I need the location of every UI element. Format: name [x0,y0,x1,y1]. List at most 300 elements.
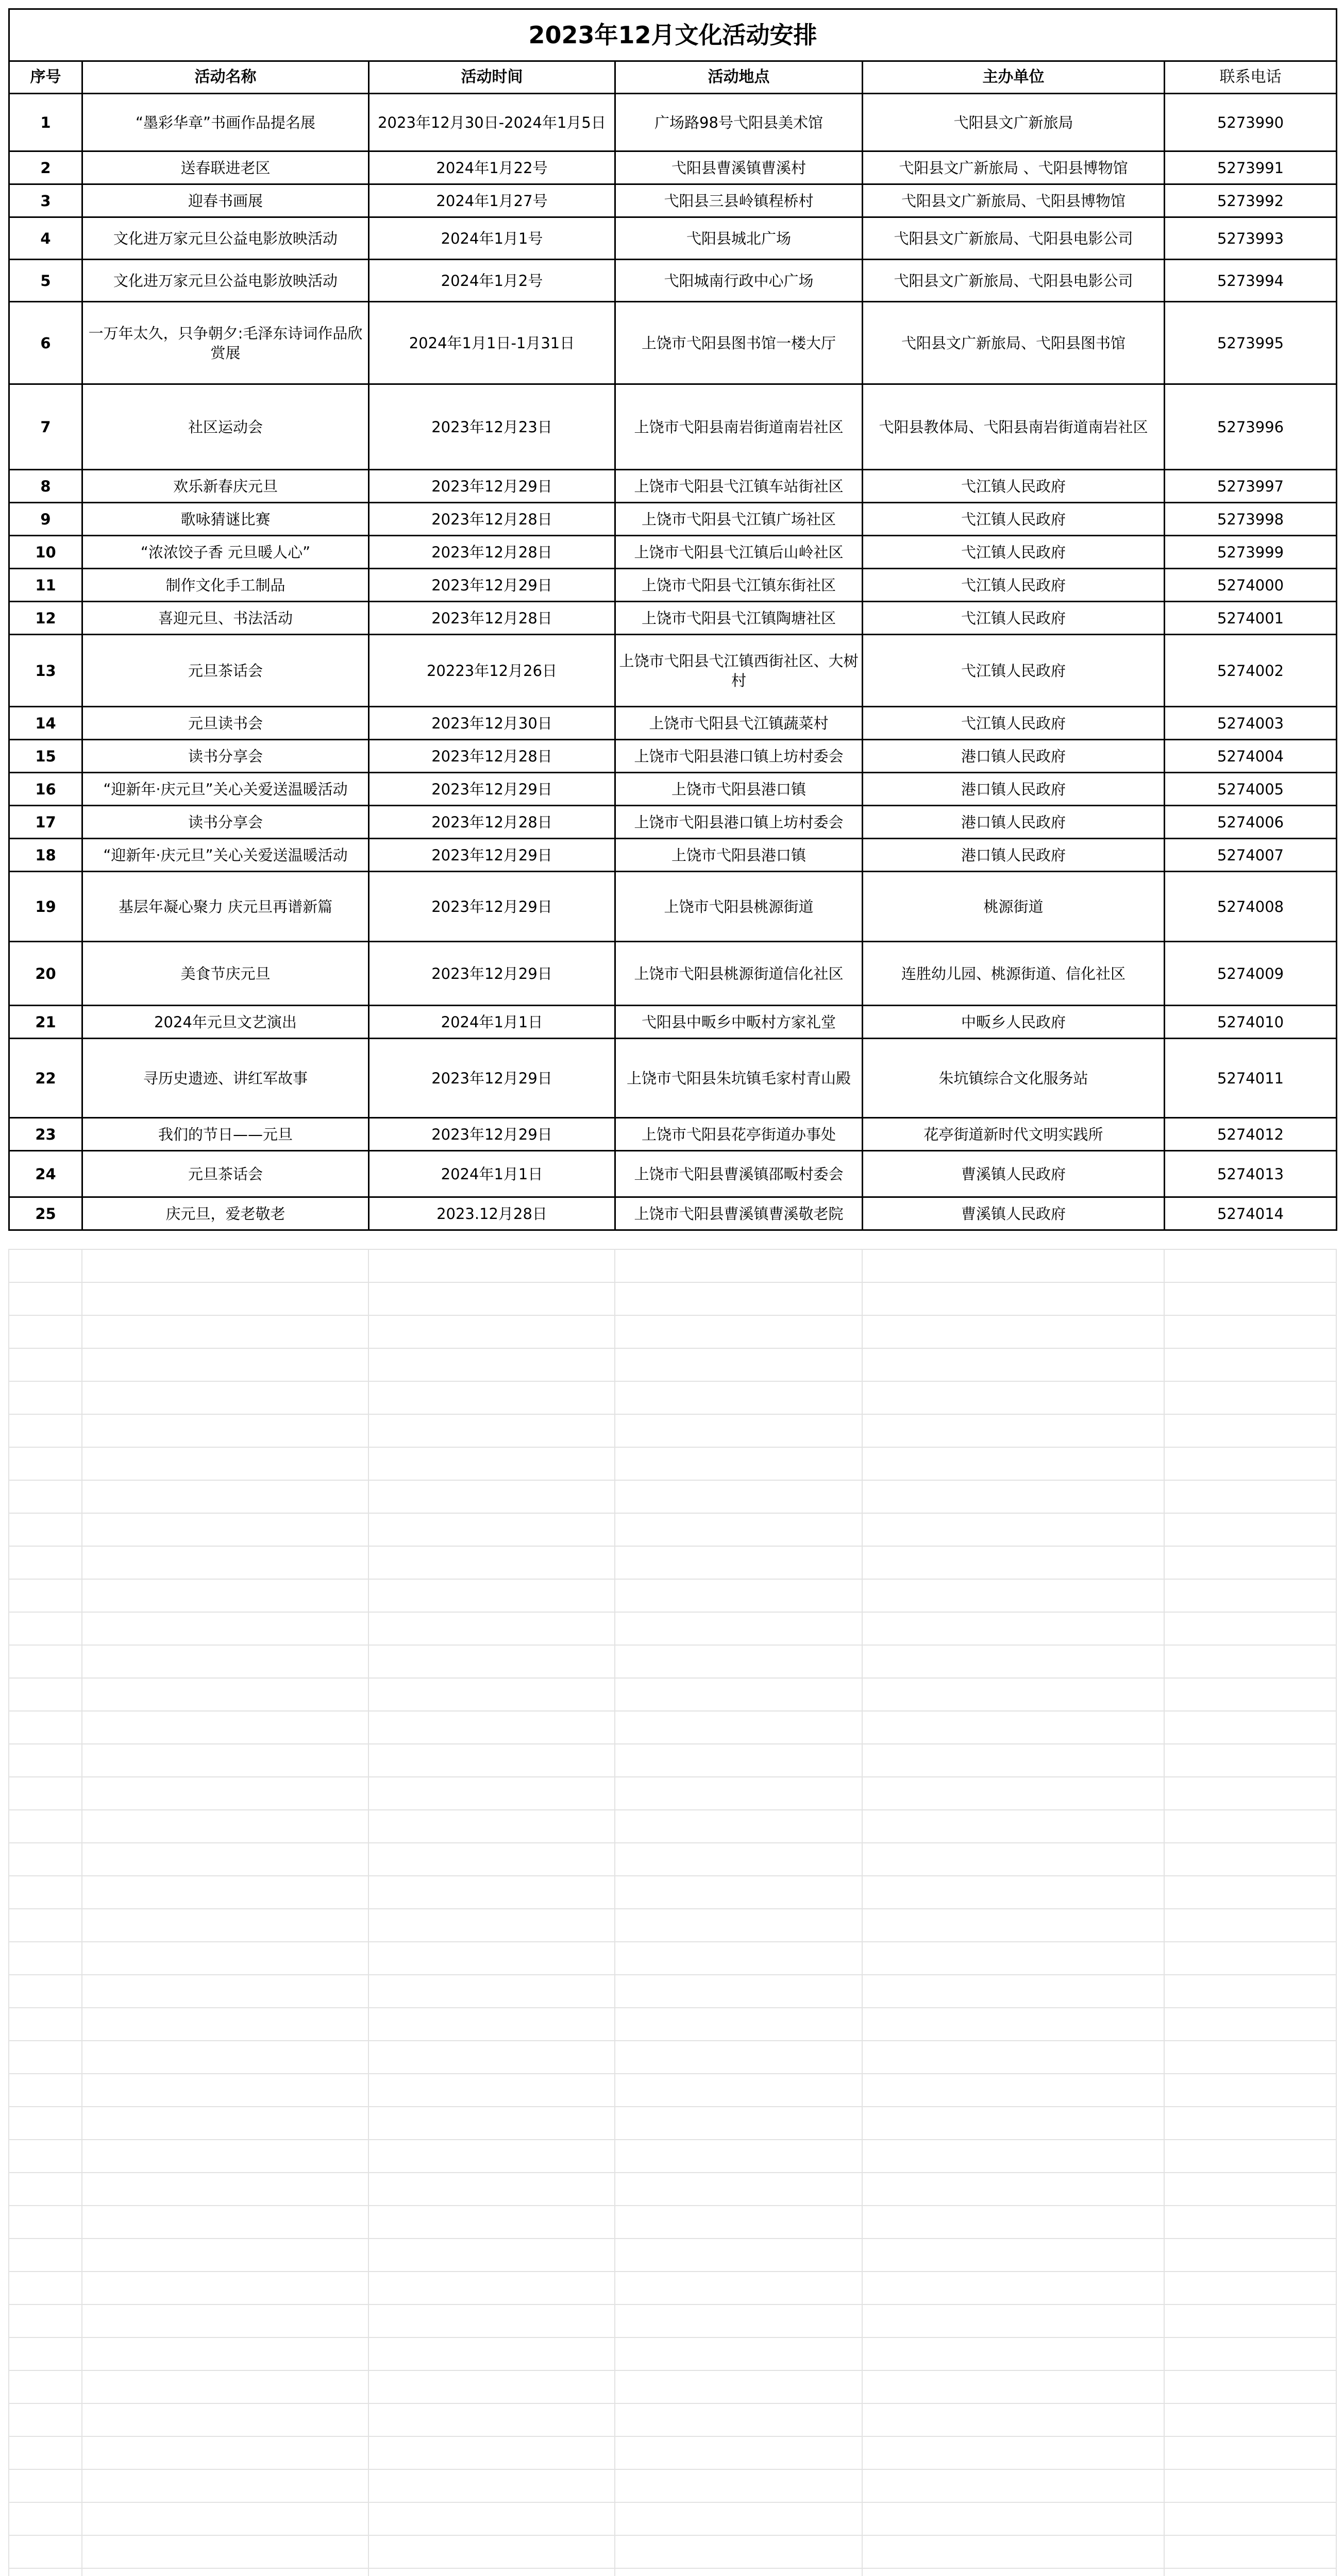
empty-cell[interactable] [9,1447,82,1480]
cell-time[interactable]: 2024年1月1日 [369,1006,615,1039]
column-header-time[interactable]: 活动时间 [369,61,615,94]
empty-cell[interactable] [1164,2370,1336,2403]
cell-host[interactable]: 港口镇人民政府 [863,839,1165,872]
empty-cell[interactable] [82,2140,368,2173]
empty-cell[interactable] [615,1348,862,1381]
empty-cell[interactable] [82,1612,368,1645]
cell-name[interactable]: 庆元旦，爱老敬老 [82,1197,369,1230]
empty-cell[interactable] [1164,1909,1336,1942]
empty-cell[interactable] [368,1579,615,1612]
empty-cell[interactable] [9,1348,82,1381]
empty-cell[interactable] [1164,2074,1336,2107]
empty-cell[interactable] [368,1546,615,1579]
cell-phone[interactable]: 5273999 [1165,536,1337,569]
cell-no[interactable]: 24 [9,1151,82,1197]
cell-no[interactable]: 21 [9,1006,82,1039]
empty-cell[interactable] [368,2502,615,2535]
empty-cell[interactable] [862,1843,1164,1876]
empty-cell[interactable] [862,2272,1164,2304]
empty-cell[interactable] [9,2272,82,2304]
empty-cell[interactable] [9,2370,82,2403]
empty-cell[interactable] [9,1909,82,1942]
empty-cell[interactable] [9,1843,82,1876]
cell-name[interactable]: 美食节庆元旦 [82,942,369,1006]
cell-time[interactable]: 2023年12月28日 [369,503,615,536]
empty-cell[interactable] [368,2568,615,2576]
cell-host[interactable]: 弋阳县文广新旅局 、弋阳县博物馆 [863,151,1165,184]
cell-host[interactable]: 连胜幼儿园、桃源街道、信化社区 [863,942,1165,1006]
empty-cell[interactable] [615,1678,862,1711]
empty-cell[interactable] [615,2337,862,2370]
cell-place[interactable]: 弋阳县曹溪镇曹溪村 [615,151,863,184]
cell-no[interactable]: 23 [9,1118,82,1151]
cell-name[interactable]: 一万年太久，只争朝夕:毛泽东诗词作品欣赏展 [82,302,369,384]
cell-place[interactable]: 上饶市弋阳县港口镇上坊村委会 [615,740,863,773]
empty-cell[interactable] [615,1546,862,1579]
empty-cell[interactable] [82,2337,368,2370]
empty-cell[interactable] [82,2568,368,2576]
empty-cell[interactable] [9,2107,82,2140]
empty-cell[interactable] [615,1711,862,1744]
empty-cell[interactable] [9,1645,82,1678]
empty-cell[interactable] [615,2041,862,2074]
empty-cell[interactable] [9,1810,82,1843]
empty-cell[interactable] [82,1678,368,1711]
cell-place[interactable]: 上饶市弋阳县图书馆一楼大厅 [615,302,863,384]
empty-cell[interactable] [862,2206,1164,2239]
empty-cell[interactable] [82,1975,368,2008]
empty-cell[interactable] [9,1249,82,1282]
empty-cell[interactable] [615,1480,862,1513]
empty-cell[interactable] [368,2074,615,2107]
empty-cell[interactable] [615,1876,862,1909]
empty-cell[interactable] [862,2239,1164,2272]
empty-cell[interactable] [82,1546,368,1579]
cell-time[interactable]: 20223年12月26日 [369,635,615,707]
empty-cell[interactable] [862,1546,1164,1579]
empty-cell[interactable] [615,1645,862,1678]
empty-cell[interactable] [1164,1645,1336,1678]
empty-cell[interactable] [82,1348,368,1381]
empty-cell[interactable] [82,2304,368,2337]
empty-cell[interactable] [368,2403,615,2436]
empty-cell[interactable] [862,2568,1164,2576]
empty-cell[interactable] [615,1249,862,1282]
cell-host[interactable]: 曹溪镇人民政府 [863,1151,1165,1197]
cell-name[interactable]: “迎新年·庆元旦”关心关爱送温暖活动 [82,839,369,872]
empty-cell[interactable] [9,1513,82,1546]
cell-time[interactable]: 2023年12月29日 [369,1039,615,1118]
empty-cell[interactable] [368,2173,615,2206]
cell-place[interactable]: 上饶市弋阳县弋江镇蔬菜村 [615,707,863,740]
cell-name[interactable]: “浓浓饺子香 元旦暖人心” [82,536,369,569]
cell-phone[interactable]: 5274009 [1165,942,1337,1006]
empty-cell[interactable] [82,2107,368,2140]
cell-place[interactable]: 上饶市弋阳县弋江镇东街社区 [615,569,863,602]
empty-cell[interactable] [862,1942,1164,1975]
empty-cell[interactable] [1164,2272,1336,2304]
empty-cell[interactable] [368,2337,615,2370]
empty-cell[interactable] [1164,2502,1336,2535]
empty-cell[interactable] [9,2140,82,2173]
empty-cell[interactable] [368,2535,615,2568]
empty-cell[interactable] [1164,1249,1336,1282]
empty-cell[interactable] [862,1909,1164,1942]
empty-cell[interactable] [9,2568,82,2576]
cell-name[interactable]: 欢乐新春庆元旦 [82,470,369,503]
empty-cell[interactable] [82,2370,368,2403]
cell-no[interactable]: 19 [9,872,82,942]
empty-cell[interactable] [82,2206,368,2239]
cell-name[interactable]: 我们的节日——元旦 [82,1118,369,1151]
empty-cell[interactable] [9,1381,82,1414]
cell-host[interactable]: 港口镇人民政府 [863,773,1165,806]
cell-place[interactable]: 上饶市弋阳县弋江镇广场社区 [615,503,863,536]
cell-host[interactable]: 花亭街道新时代文明实践所 [863,1118,1165,1151]
empty-cell[interactable] [862,1381,1164,1414]
empty-cell[interactable] [82,1579,368,1612]
cell-phone[interactable]: 5273997 [1165,470,1337,503]
column-header-phone[interactable]: 联系电话 [1165,61,1337,94]
empty-cell[interactable] [368,2107,615,2140]
empty-cell[interactable] [615,2074,862,2107]
empty-cell[interactable] [82,1315,368,1348]
cell-no[interactable]: 17 [9,806,82,839]
empty-cell[interactable] [1164,1843,1336,1876]
empty-cell[interactable] [1164,2206,1336,2239]
cell-no[interactable]: 9 [9,503,82,536]
empty-cell[interactable] [368,1249,615,1282]
cell-host[interactable]: 弋江镇人民政府 [863,602,1165,635]
empty-cell[interactable] [368,1678,615,1711]
empty-cell[interactable] [862,1810,1164,1843]
cell-time[interactable]: 2023年12月28日 [369,740,615,773]
cell-name[interactable]: 文化进万家元旦公益电影放映活动 [82,260,369,302]
empty-cell[interactable] [9,2173,82,2206]
cell-no[interactable]: 25 [9,1197,82,1230]
cell-phone[interactable]: 5274014 [1165,1197,1337,1230]
empty-cell[interactable] [9,2304,82,2337]
cell-host[interactable]: 弋阳县文广新旅局、弋阳县电影公司 [863,260,1165,302]
cell-time[interactable]: 2023年12月30日-2024年1月5日 [369,94,615,151]
cell-phone[interactable]: 5274001 [1165,602,1337,635]
cell-host[interactable]: 弋江镇人民政府 [863,536,1165,569]
empty-cell[interactable] [862,2403,1164,2436]
empty-cell[interactable] [82,2239,368,2272]
cell-no[interactable]: 10 [9,536,82,569]
cell-host[interactable]: 桃源街道 [863,872,1165,942]
empty-cell[interactable] [862,2535,1164,2568]
empty-cell[interactable] [615,1777,862,1810]
empty-cell[interactable] [615,1282,862,1315]
cell-host[interactable]: 港口镇人民政府 [863,740,1165,773]
empty-cell[interactable] [862,1678,1164,1711]
cell-phone[interactable]: 5273998 [1165,503,1337,536]
cell-time[interactable]: 2024年1月27号 [369,184,615,217]
empty-cell[interactable] [615,2008,862,2041]
empty-cell[interactable] [368,1942,615,1975]
cell-host[interactable]: 弋江镇人民政府 [863,470,1165,503]
empty-cell[interactable] [82,1414,368,1447]
cell-place[interactable]: 上饶市弋阳县南岩街道南岩社区 [615,384,863,470]
cell-time[interactable]: 2024年1月2号 [369,260,615,302]
cell-no[interactable]: 22 [9,1039,82,1118]
cell-place[interactable]: 上饶市弋阳县曹溪镇曹溪敬老院 [615,1197,863,1230]
cell-phone[interactable]: 5273990 [1165,94,1337,151]
cell-phone[interactable]: 5274004 [1165,740,1337,773]
empty-cell[interactable] [368,2272,615,2304]
cell-name[interactable]: 元旦茶话会 [82,1151,369,1197]
empty-cell[interactable] [862,1612,1164,1645]
empty-cell[interactable] [82,2041,368,2074]
cell-place[interactable]: 上饶市弋阳县弋江镇陶塘社区 [615,602,863,635]
empty-cell[interactable] [82,1447,368,1480]
empty-cell[interactable] [862,1480,1164,1513]
cell-no[interactable]: 18 [9,839,82,872]
cell-name[interactable]: 送春联进老区 [82,151,369,184]
empty-cell[interactable] [9,1282,82,1315]
empty-cell[interactable] [9,1480,82,1513]
empty-cell[interactable] [615,2469,862,2502]
column-header-name[interactable]: 活动名称 [82,61,369,94]
cell-no[interactable]: 13 [9,635,82,707]
empty-cell[interactable] [82,2008,368,2041]
empty-cell[interactable] [1164,2239,1336,2272]
empty-cell[interactable] [9,2502,82,2535]
empty-cell[interactable] [615,1315,862,1348]
cell-place[interactable]: 弋阳县中畈乡中畈村方家礼堂 [615,1006,863,1039]
cell-place[interactable]: 弋阳县城北广场 [615,217,863,260]
empty-cell[interactable] [9,2074,82,2107]
empty-cell[interactable] [9,1942,82,1975]
cell-time[interactable]: 2023年12月29日 [369,872,615,942]
empty-cell[interactable] [1164,2008,1336,2041]
empty-cell[interactable] [615,1744,862,1777]
cell-no[interactable]: 3 [9,184,82,217]
empty-cell[interactable] [368,1975,615,2008]
cell-no[interactable]: 20 [9,942,82,1006]
cell-no[interactable]: 12 [9,602,82,635]
cell-name[interactable]: 元旦茶话会 [82,635,369,707]
empty-cell[interactable] [615,1909,862,1942]
empty-cell[interactable] [862,1711,1164,1744]
empty-cell[interactable] [615,2502,862,2535]
empty-cell[interactable] [368,1744,615,1777]
empty-cell[interactable] [9,2436,82,2469]
empty-cell[interactable] [1164,2173,1336,2206]
empty-cell[interactable] [862,2469,1164,2502]
empty-cell[interactable] [82,1942,368,1975]
empty-cell[interactable] [9,2041,82,2074]
cell-host[interactable]: 弋江镇人民政府 [863,707,1165,740]
empty-cell[interactable] [9,1414,82,1447]
empty-cell[interactable] [862,2304,1164,2337]
empty-cell[interactable] [615,2206,862,2239]
cell-time[interactable]: 2023年12月29日 [369,569,615,602]
empty-cell[interactable] [9,2403,82,2436]
cell-phone[interactable]: 5273995 [1165,302,1337,384]
empty-cell[interactable] [862,1414,1164,1447]
empty-cell[interactable] [862,1777,1164,1810]
cell-no[interactable]: 4 [9,217,82,260]
empty-cell[interactable] [1164,1678,1336,1711]
empty-cell[interactable] [82,1810,368,1843]
empty-cell[interactable] [615,1381,862,1414]
cell-phone[interactable]: 5274000 [1165,569,1337,602]
empty-cell[interactable] [615,1414,862,1447]
empty-cell[interactable] [1164,1744,1336,1777]
cell-name[interactable]: “墨彩华章”书画作品提名展 [82,94,369,151]
empty-cell[interactable] [82,2074,368,2107]
empty-cell[interactable] [82,1744,368,1777]
empty-cell[interactable] [368,1843,615,1876]
empty-cell[interactable] [368,2239,615,2272]
cell-phone[interactable]: 5274013 [1165,1151,1337,1197]
cell-name[interactable]: 寻历史遗迹、讲红军故事 [82,1039,369,1118]
cell-no[interactable]: 7 [9,384,82,470]
empty-cell[interactable] [615,1612,862,1645]
empty-cell[interactable] [368,2041,615,2074]
empty-cell[interactable] [368,1909,615,1942]
cell-name[interactable]: 喜迎元旦、书法活动 [82,602,369,635]
cell-phone[interactable]: 5274011 [1165,1039,1337,1118]
empty-cell[interactable] [368,1282,615,1315]
cell-place[interactable]: 上饶市弋阳县弋江镇后山岭社区 [615,536,863,569]
cell-name[interactable]: 社区运动会 [82,384,369,470]
empty-cell[interactable] [368,1711,615,1744]
cell-host[interactable]: 朱坑镇综合文化服务站 [863,1039,1165,1118]
cell-phone[interactable]: 5274005 [1165,773,1337,806]
cell-time[interactable]: 2023.12月28日 [369,1197,615,1230]
empty-cell[interactable] [82,1777,368,1810]
cell-time[interactable]: 2023年12月23日 [369,384,615,470]
cell-place[interactable]: 上饶市弋阳县港口镇 [615,773,863,806]
cell-place[interactable]: 上饶市弋阳县港口镇 [615,839,863,872]
empty-cell[interactable] [82,2436,368,2469]
empty-cell[interactable] [1164,2535,1336,2568]
empty-cell[interactable] [615,1513,862,1546]
cell-time[interactable]: 2023年12月29日 [369,1118,615,1151]
empty-cell[interactable] [368,2469,615,2502]
empty-cell[interactable] [82,2535,368,2568]
empty-cell[interactable] [368,1381,615,1414]
empty-cell[interactable] [9,1975,82,2008]
empty-cell[interactable] [615,2436,862,2469]
cell-no[interactable]: 16 [9,773,82,806]
empty-cell[interactable] [1164,2107,1336,2140]
empty-cell[interactable] [862,2173,1164,2206]
empty-cell[interactable] [862,1975,1164,2008]
empty-cell[interactable] [615,1810,862,1843]
cell-phone[interactable]: 5274007 [1165,839,1337,872]
column-header-no[interactable]: 序号 [9,61,82,94]
cell-no[interactable]: 2 [9,151,82,184]
empty-cell[interactable] [368,1645,615,1678]
cell-phone[interactable]: 5274008 [1165,872,1337,942]
empty-cell[interactable] [862,1876,1164,1909]
empty-cell[interactable] [82,2403,368,2436]
empty-cell[interactable] [9,1777,82,1810]
cell-time[interactable]: 2023年12月29日 [369,773,615,806]
cell-host[interactable]: 弋阳县文广新旅局、弋阳县电影公司 [863,217,1165,260]
cell-name[interactable]: 元旦读书会 [82,707,369,740]
empty-cell[interactable] [9,1546,82,1579]
empty-cell[interactable] [862,1315,1164,1348]
empty-cell[interactable] [615,2173,862,2206]
empty-cell[interactable] [82,1645,368,1678]
cell-time[interactable]: 2023年12月30日 [369,707,615,740]
empty-cell[interactable] [615,2239,862,2272]
cell-phone[interactable]: 5274002 [1165,635,1337,707]
empty-cell[interactable] [862,2436,1164,2469]
cell-no[interactable]: 8 [9,470,82,503]
empty-cell[interactable] [9,1678,82,1711]
cell-host[interactable]: 中畈乡人民政府 [863,1006,1165,1039]
empty-cell[interactable] [368,1513,615,1546]
cell-time[interactable]: 2023年12月29日 [369,470,615,503]
empty-cell[interactable] [9,1315,82,1348]
cell-place[interactable]: 上饶市弋阳县弋江镇车站街社区 [615,470,863,503]
empty-cell[interactable] [9,2008,82,2041]
empty-cell[interactable] [862,1447,1164,1480]
empty-cell[interactable] [1164,1876,1336,1909]
empty-cell[interactable] [615,1975,862,2008]
empty-cell[interactable] [368,1348,615,1381]
empty-cell[interactable] [9,1612,82,1645]
empty-cell[interactable] [862,2041,1164,2074]
empty-cell[interactable] [1164,1381,1336,1414]
empty-cell[interactable] [368,2206,615,2239]
cell-place[interactable]: 上饶市弋阳县弋江镇西街社区、大树村 [615,635,863,707]
empty-cell[interactable] [862,2337,1164,2370]
cell-host[interactable]: 弋阳县教体局、弋阳县南岩街道南岩社区 [863,384,1165,470]
cell-time[interactable]: 2024年1月22号 [369,151,615,184]
empty-cell[interactable] [1164,1315,1336,1348]
empty-cell[interactable] [615,2140,862,2173]
empty-cell[interactable] [615,2272,862,2304]
empty-cell[interactable] [615,1447,862,1480]
empty-cell[interactable] [862,1513,1164,1546]
empty-cell[interactable] [1164,1777,1336,1810]
cell-place[interactable]: 上饶市弋阳县曹溪镇邵畈村委会 [615,1151,863,1197]
empty-cell[interactable] [1164,2403,1336,2436]
cell-phone[interactable]: 5274010 [1165,1006,1337,1039]
cell-name[interactable]: 读书分享会 [82,806,369,839]
cell-host[interactable]: 弋阳县文广新旅局、弋阳县博物馆 [863,184,1165,217]
empty-cell[interactable] [1164,1414,1336,1447]
empty-cell[interactable] [9,1876,82,1909]
empty-cell[interactable] [862,1744,1164,1777]
cell-name[interactable]: 歌咏猜谜比赛 [82,503,369,536]
empty-cell[interactable] [862,1645,1164,1678]
empty-cell[interactable] [1164,1513,1336,1546]
empty-cell[interactable] [82,1876,368,1909]
cell-name[interactable]: 文化进万家元旦公益电影放映活动 [82,217,369,260]
cell-place[interactable]: 弋阳城南行政中心广场 [615,260,863,302]
cell-host[interactable]: 弋江镇人民政府 [863,503,1165,536]
empty-cell[interactable] [9,1711,82,1744]
empty-cell[interactable] [1164,2568,1336,2576]
cell-no[interactable]: 1 [9,94,82,151]
cell-phone[interactable]: 5273994 [1165,260,1337,302]
empty-cell[interactable] [1164,2140,1336,2173]
empty-cell[interactable] [9,1579,82,1612]
empty-cell[interactable] [9,2535,82,2568]
cell-place[interactable]: 上饶市弋阳县花亭街道办事处 [615,1118,863,1151]
cell-place[interactable]: 上饶市弋阳县桃源街道信化社区 [615,942,863,1006]
empty-cell[interactable] [82,1249,368,1282]
empty-cell[interactable] [615,1942,862,1975]
